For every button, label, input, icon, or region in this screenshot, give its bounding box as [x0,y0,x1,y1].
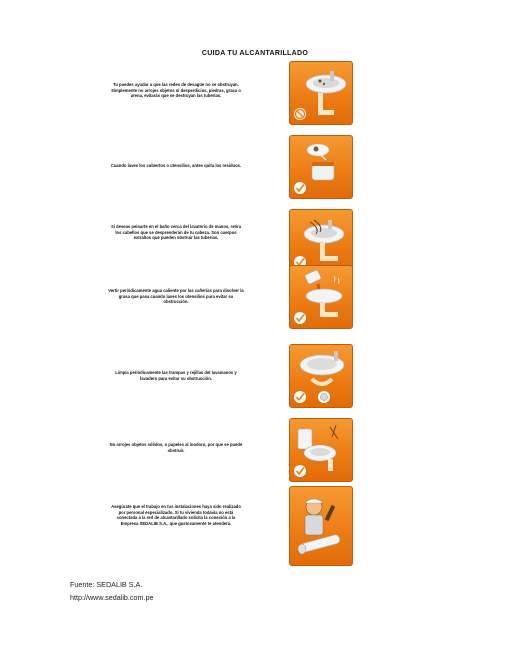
tip-text-4: Vertir periódicamente agua caliente por las cañerías para disolver la grasa que pasa cuando laves los utensilios para evitar su obstrucción. [108,288,244,305]
clean-trap-icon [290,345,352,407]
hot-water-icon [290,266,352,328]
tip-panel-2 [289,135,353,199]
tip-text-1: Tu puedes ayudar a que las redes de desagüe no se obstruyan. Simplemente no arrojes objetos ni desperdicios, piedras, grasa o arena, evitarás que se destruyan las tuberías. [111,82,241,99]
footer-source: Fuente: SEDALIB S.A. [70,580,143,589]
no-objects-sink-icon [290,62,352,124]
remove-residues-icon [290,136,352,198]
tip-panel-6 [289,418,353,482]
tip-panel-1 [289,61,353,125]
tip-text-6: No arrojes objetos sólidos, o papeles al inodoro, por que se puede obstruir. [109,442,243,453]
toilet-icon [290,419,352,481]
page-title: CUIDA TU ALCANTARILLADO [201,50,309,57]
tip-panel-4 [289,265,353,329]
tip-panel-3 [289,209,353,273]
tip-text-5: Limpia periódicamente las trampas y rejillas del lavamanos y lavadero para evitar su obstrucción. [115,370,237,381]
tip-text-7: Asegúrate que el trabajo en tus instalaciones haya sido realizado por personal especializado. Si tu vivienda todavía no está conectada a la red de alcantarillado solicita la conexión a la Empresa SEDALIB S.A., que gustosamente te atenderá. [111,504,241,526]
footer-url[interactable]: http://www.sedalib.com.pe [70,593,154,602]
tip-text-2: Cuando laves los cubiertos o utensilios, antes quita los residuos. [110,163,242,168]
tip-text-3: Si deseas peinarte en el baño cerca del lavatorio de manos, retira los cabellos que se desprenderán de tu cabeza. Son cuerpos extraños que pueden obstruir las tuberías. [110,224,242,241]
hair-sink-icon [290,210,352,272]
tip-panel-7 [289,486,353,566]
tip-panel-5 [289,344,353,408]
plumber-icon [290,487,352,565]
